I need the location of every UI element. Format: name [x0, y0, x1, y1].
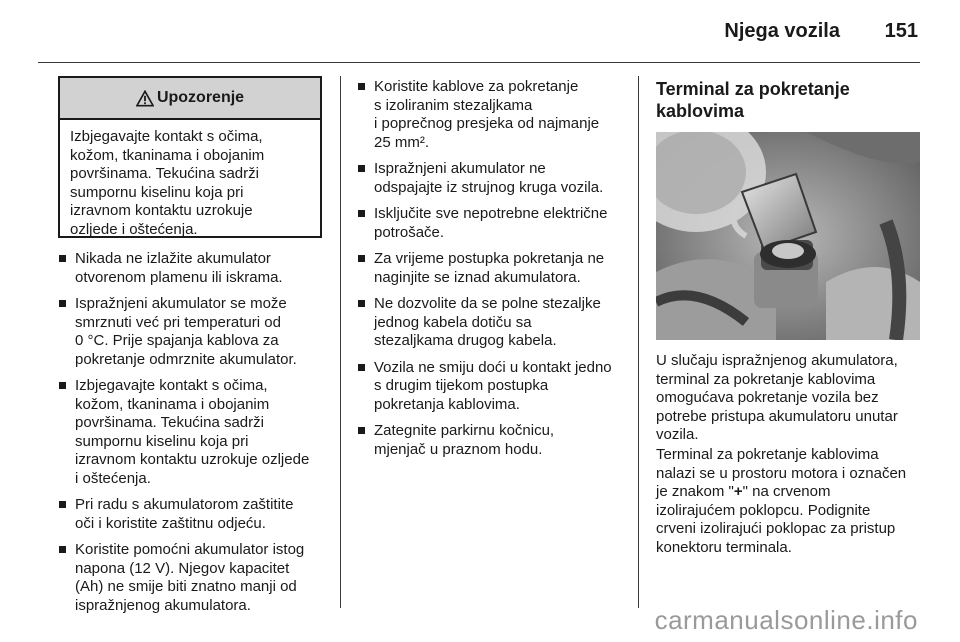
- section-title: [656, 78, 850, 122]
- text-line: Pri radu s akumulatorom zaštitite: [75, 496, 294, 513]
- text-line: izolirajućem poklopcu. Podignite: [656, 501, 871, 519]
- bullet-square-icon: [358, 364, 365, 371]
- warning-text: [60, 120, 320, 239]
- text-line: 0 °C. Prije spajanja kablova za: [75, 332, 279, 349]
- paragraph-location: [656, 446, 926, 557]
- bullet-item: [357, 295, 629, 351]
- text-line: s drugim tijekom postupka: [374, 377, 549, 394]
- warning-box: [58, 76, 322, 238]
- bullet-item: [357, 160, 629, 197]
- text-line: naginjite se iznad akumulatora.: [374, 268, 581, 286]
- text-line: sumpornu kiselinu koja pri: [75, 432, 249, 450]
- text-line: Zategnite parkirnu kočnicu,: [374, 422, 555, 439]
- bullet-item: [357, 422, 629, 459]
- warning-triangle-icon: [136, 90, 154, 107]
- bullet-square-icon: [59, 382, 66, 389]
- bullet-item: [58, 295, 330, 369]
- text-line: Vozila ne smiju doći u kontakt jedno: [374, 358, 612, 376]
- text-line: površinama. Tekućina sadrži: [75, 414, 264, 431]
- text-line: napona (12 V). Njegov kapacitet: [75, 559, 290, 577]
- text-line: 25 mm².: [374, 133, 430, 151]
- text-line: Ispražnjeni akumulator ne: [374, 160, 546, 177]
- text-line: i oštećenja.: [75, 469, 151, 487]
- bullet-square-icon: [358, 210, 365, 217]
- text-line: vozila.: [656, 426, 699, 443]
- text-line: oči i koristite zaštitnu odjeću.: [75, 514, 266, 532]
- bullet-square-icon: [59, 501, 66, 508]
- jump-start-terminal-photo: [656, 132, 920, 340]
- text-line: ispražnjenog akumulatora.: [75, 596, 251, 614]
- text-line: Koristite pomoćni akumulator istog: [75, 541, 305, 558]
- bullet-list-column-2: [357, 78, 629, 467]
- text-line: crveni izolirajući poklopac za pristup: [656, 520, 896, 537]
- column-divider-2: [638, 76, 639, 608]
- section-title-line: Terminal za pokretanje: [656, 79, 850, 99]
- text-line: otvorenom plamenu ili iskrama.: [75, 268, 283, 286]
- text-line: Izbjegavajte kontakt s očima,: [75, 377, 268, 394]
- paragraph-intro: [656, 352, 926, 445]
- text-line: ozljede i oštećenja.: [70, 220, 198, 238]
- warning-header: [60, 78, 320, 120]
- text-line: jednog kabela dotiču sa: [374, 313, 532, 331]
- bullet-square-icon: [358, 300, 365, 307]
- section-title-line: kablovima: [656, 101, 745, 121]
- text-line: izravnom kontaktu uzrokuje ozljede: [75, 451, 310, 468]
- text-line: s izoliranim stezaljkama: [374, 96, 533, 114]
- bullet-list-column-1: [58, 250, 330, 623]
- text-line: mjenjač u praznom hodu.: [374, 440, 543, 458]
- text-line: Ne dozvolite da se polne stezaljke: [374, 295, 601, 312]
- bullet-item: [58, 541, 330, 615]
- text-line: kožom, tkaninama i obojanim: [75, 395, 270, 413]
- bullet-item: [357, 250, 629, 287]
- text-lines: [656, 502, 926, 558]
- page-header-title: Njega vozila: [724, 20, 840, 42]
- warning-title: Upozorenje: [156, 89, 245, 106]
- text-line: (Ah) ne smije biti znatno manji od: [75, 578, 297, 595]
- text-line: Za vrijeme postupka pokretanja ne: [374, 250, 605, 267]
- text-line: konektoru terminala.: [656, 538, 792, 556]
- bullet-square-icon: [358, 427, 365, 434]
- text-line: [656, 483, 926, 502]
- text-line: Ispražnjeni akumulator se može: [75, 295, 287, 312]
- text-line: smrznuti već pri temperaturi od: [75, 313, 281, 331]
- text-line: Terminal za pokretanje kablovima: [656, 446, 879, 463]
- bullet-item: [58, 250, 330, 287]
- bullet-square-icon: [358, 255, 365, 262]
- text-line: površinama. Tekućina sadrži: [70, 165, 259, 182]
- text-line: i poprečnog presjeka od najmanje: [374, 115, 600, 132]
- text-line: pokretanje odmrznite akumulator.: [75, 350, 297, 368]
- watermark: carmanualsonline.info: [654, 605, 918, 635]
- text-line: Isključite sve nepotrebne električne: [374, 205, 608, 222]
- column-divider-1: [340, 76, 341, 608]
- bullet-square-icon: [358, 165, 365, 172]
- bullet-square-icon: [59, 546, 66, 553]
- text-line: izravnom kontaktu uzrokuje: [70, 202, 253, 219]
- text-line: U slučaju ispražnjenog akumulatora,: [656, 352, 898, 369]
- text-line: Nikada ne izlažite akumulator: [75, 250, 271, 267]
- bullet-item: [357, 359, 629, 415]
- header-divider: [38, 62, 920, 63]
- text-line: potrošače.: [374, 223, 445, 241]
- bullet-item: [58, 377, 330, 488]
- text-line: odspajajte iz strujnog kruga vozila.: [374, 178, 604, 196]
- bullet-square-icon: [59, 255, 66, 262]
- text-line: omogućava pokretanje vozila bez: [656, 389, 879, 406]
- page-number: 151: [884, 20, 918, 42]
- bullet-item: [357, 205, 629, 242]
- text-line: nalazi se u prostoru motora i označen: [656, 464, 907, 482]
- text-fragment: " na crvenom: [742, 483, 831, 500]
- text-line: kožom, tkaninama i obojanim: [70, 146, 265, 164]
- text-line: Koristite kablove za pokretanje: [374, 78, 579, 95]
- bullet-square-icon: [358, 83, 365, 90]
- bullet-square-icon: [59, 300, 66, 307]
- text-line: pokretanja kablovima.: [374, 395, 520, 413]
- text-fragment: je znakom ": [656, 483, 734, 500]
- text-line: potrebe pristupa akumulatoru unutar: [656, 407, 898, 425]
- text-line: stezaljkama drugog kabela.: [374, 332, 557, 349]
- bullet-item: [357, 78, 629, 152]
- text-line: sumpornu kiselinu koja pri: [70, 183, 244, 201]
- text-line: terminal za pokretanje kablovima: [656, 370, 876, 388]
- bullet-item: [58, 496, 330, 533]
- plus-symbol: +: [733, 483, 743, 500]
- text-line: Izbjegavajte kontakt s očima,: [70, 128, 263, 145]
